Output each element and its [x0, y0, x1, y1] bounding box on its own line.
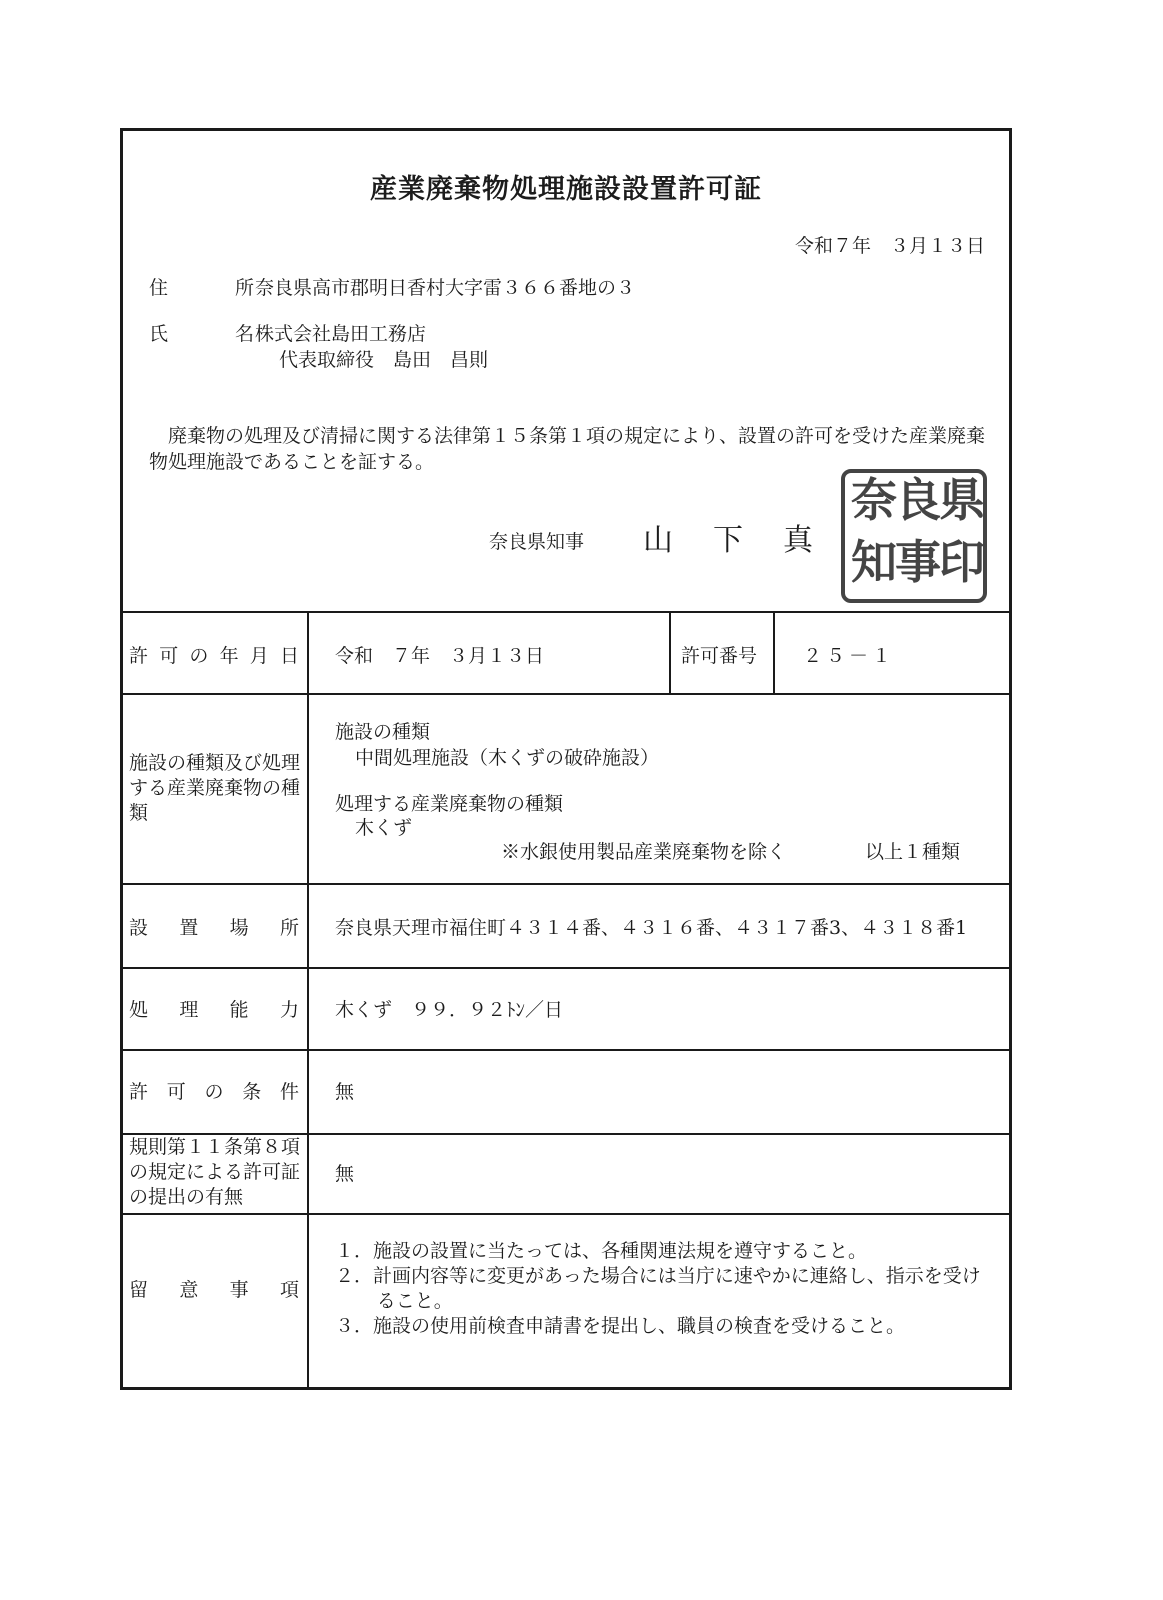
address-label: 住 所 [149, 277, 279, 299]
facility-type-heading: 施設の種類 [335, 721, 431, 743]
permit-certificate [120, 128, 1012, 1390]
note-item: ３．施設の使用前検査申請書を提出し、職員の検査を受けること。 [335, 1315, 906, 1337]
document-title: 産業廃棄物処理施設設置許可証 [370, 174, 762, 205]
waste-exclusion-note: ※水銀使用製品産業廃棄物を除く [501, 841, 787, 863]
rule-article-value: 無 [335, 1163, 355, 1185]
location-label: 設置場所 [129, 917, 299, 939]
notes-list [335, 1239, 995, 1339]
waste-type-value: 木くず [355, 817, 413, 839]
waste-type-heading: 処理する産業廃棄物の種類 [335, 793, 564, 815]
note-item: １．施設の設置に当たっては、各種関連法規を遵守すること。 [335, 1240, 868, 1262]
facility-type-value: 中間処理施設（木くずの破砕施設） [355, 747, 660, 769]
permit-date-label: 許可の年月日 [129, 645, 299, 667]
permit-date-value: 令和 ７年 ３月１３日 [335, 645, 545, 667]
rule-article-label: 規則第１１条第８項の規定による許可証の提出の有無 [129, 1136, 301, 1208]
notes-label: 留意事項 [129, 1279, 299, 1301]
capacity-label: 処理能力 [129, 999, 299, 1021]
address-value: 奈良県高市郡明日香村大字雷３６６番地の３ [255, 277, 636, 299]
capacity-value: 木くず ９９．９２ﾄﾝ／日 [335, 999, 564, 1021]
permit-number-label: 許可番号 [681, 645, 758, 667]
governor-name: 山下真 [643, 523, 853, 558]
name-label: 氏 名 [149, 323, 279, 345]
note-item: ２．計画内容等に変更があった場合には当庁に速やかに連絡し、指示を受けること。 [335, 1265, 981, 1312]
conditions-label: 許可の条件 [129, 1081, 299, 1103]
representative-name: 代表取締役 島田 昌則 [279, 349, 489, 371]
permit-number-value: ２５－１ [803, 645, 896, 667]
issue-date: 令和７年 ３月１３日 [794, 235, 985, 257]
conditions-value: 無 [335, 1081, 355, 1103]
location-value: 奈良県天理市福住町４３１４番、４３１６番、４３１７番3、４３１８番1 [335, 917, 968, 939]
waste-type-count: 以上１種類 [865, 841, 961, 863]
facility-label: 施設の種類及び処理する産業廃棄物の種類 [129, 752, 301, 824]
governor-title: 奈良県知事 [489, 531, 585, 553]
official-seal: 奈 良 県 知 事 印 [841, 469, 987, 603]
certification-statement: 廃棄物の処理及び清掃に関する法律第１５条第１項の規定により、設置の許可を受けた産業廃棄物処理施設であることを証する。 [149, 425, 986, 473]
company-name: 株式会社島田工務店 [255, 323, 427, 345]
